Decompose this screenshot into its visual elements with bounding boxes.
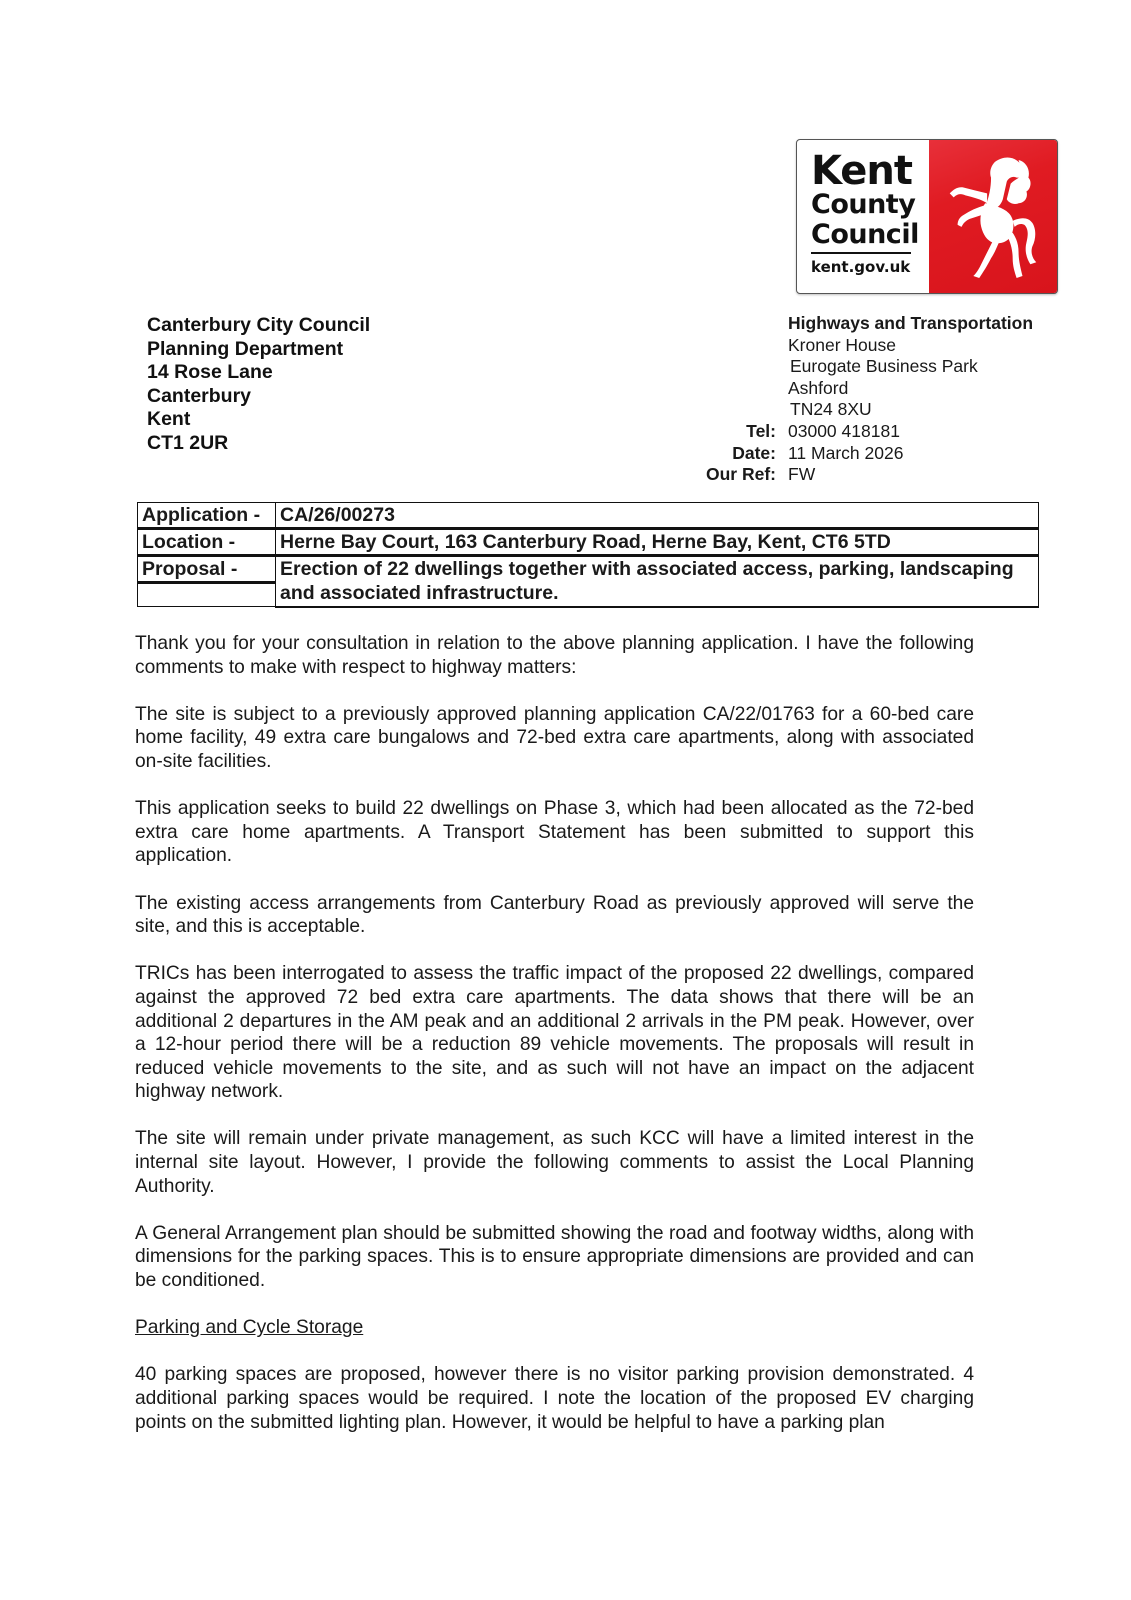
paragraph: TRICs has been interrogated to assess the traffic impact of the proposed 22 dwellings, compared against the approved 72 bed extra care apartments. The data shows that there will be an additional 2 departures in the AM peak and an additional 2 arrivals in the PM peak. However, over a 12-hour period there will be a reduction 89 vehicle movements. The proposals will result in reduced vehicle movements to the site, and as such will not have an impact on the adjacent highway network.	[135, 963, 974, 1103]
application-details-table	[137, 502, 1039, 608]
kent-county-council-logo	[796, 139, 1058, 294]
sender-department: Highways and Transportation	[788, 313, 1034, 333]
paragraph: Thank you for your consultation in relation to the above planning application. I have the following comments to make with respect to highway matters:	[135, 633, 974, 678]
ref-value: FW	[788, 464, 816, 485]
logo-line-kent: Kent	[811, 148, 913, 194]
location-label: Location -	[138, 529, 276, 556]
paragraph: This application seeks to build 22 dwellings on Phase 3, which had been allocated as the 72-bed extra care home apartments. A Transport Statement has been submitted to support this application.	[135, 798, 974, 867]
logo-emblem-panel	[929, 140, 1057, 293]
paragraph: The site is subject to a previously approved planning application CA/22/01763 for a 60-bed care home facility, 49 extra care bungalows and 72-bed extra care apartments, along with associated on-site facilities.	[135, 703, 974, 772]
section-heading-parking: Parking and Cycle Storage	[135, 1317, 364, 1339]
logo-divider	[811, 252, 911, 254]
sender-address-line: Eurogate Business Park	[790, 356, 978, 377]
application-label: Application -	[138, 503, 276, 529]
recipient-line: 14 Rose Lane	[147, 361, 273, 384]
tel-value: 03000 418181	[788, 420, 900, 441]
paragraph: 40 parking spaces are proposed, however there is no visitor parking provision demonstrated. 4 additional parking spaces would be required. I note the location of the proposed EV charging points on the submitted lighting plan. However, it would be helpful to have a parking plan	[135, 1364, 974, 1433]
recipient-line: Planning Department	[147, 337, 344, 360]
paragraph: The existing access arrangements from Canterbury Road as previously approved will serve the site, and this is acceptable.	[135, 892, 974, 938]
table-row-proposal	[138, 556, 1039, 583]
letter-body	[135, 632, 974, 1434]
location-value: Herne Bay Court, 163 Canterbury Road, Herne Bay, Kent, CT6 5TD	[276, 529, 1039, 556]
date-label: Date:	[732, 442, 776, 463]
empty-cell	[138, 583, 276, 607]
proposal-label: Proposal -	[138, 556, 276, 583]
recipient-address	[147, 314, 370, 456]
ref-label: Our Ref:	[706, 464, 776, 485]
recipient-line: Kent	[147, 408, 191, 431]
sender-address-line: Ashford	[788, 377, 849, 398]
invicta-white-horse-icon	[934, 147, 1052, 287]
logo-wordmark	[797, 140, 929, 293]
application-value: CA/26/00273	[276, 503, 1039, 529]
paragraph: A General Arrangement plan should be submitted showing the road and footway widths, along with dimensions for the parking spaces. This is to ensure appropriate dimensions are provided and can be conditioned.	[135, 1222, 974, 1292]
table-row-application	[138, 503, 1039, 529]
proposal-value: Erection of 22 dwellings together with associated access, parking, landscaping and associated infrastructure.	[276, 556, 1039, 607]
sender-address-line: Kroner House	[788, 334, 896, 355]
logo-url: kent.gov.uk	[811, 258, 911, 276]
logo-line-council: Council	[811, 219, 919, 250]
date-value: 11 March 2026	[788, 442, 904, 463]
table-row-location	[138, 529, 1039, 556]
recipient-line: Canterbury	[147, 384, 252, 407]
sender-address-block	[700, 313, 1033, 486]
logo-line-county: County	[811, 189, 916, 220]
sender-address-line: TN24 8XU	[790, 399, 872, 420]
recipient-line: CT1 2UR	[147, 431, 229, 454]
paragraph: The site will remain under private management, as such KCC will have a limited interest in the internal site layout. However, I provide the following comments to assist the Local Planning Authority.	[135, 1128, 974, 1197]
tel-label: Tel:	[746, 420, 776, 441]
recipient-line: Canterbury City Council	[147, 314, 371, 336]
